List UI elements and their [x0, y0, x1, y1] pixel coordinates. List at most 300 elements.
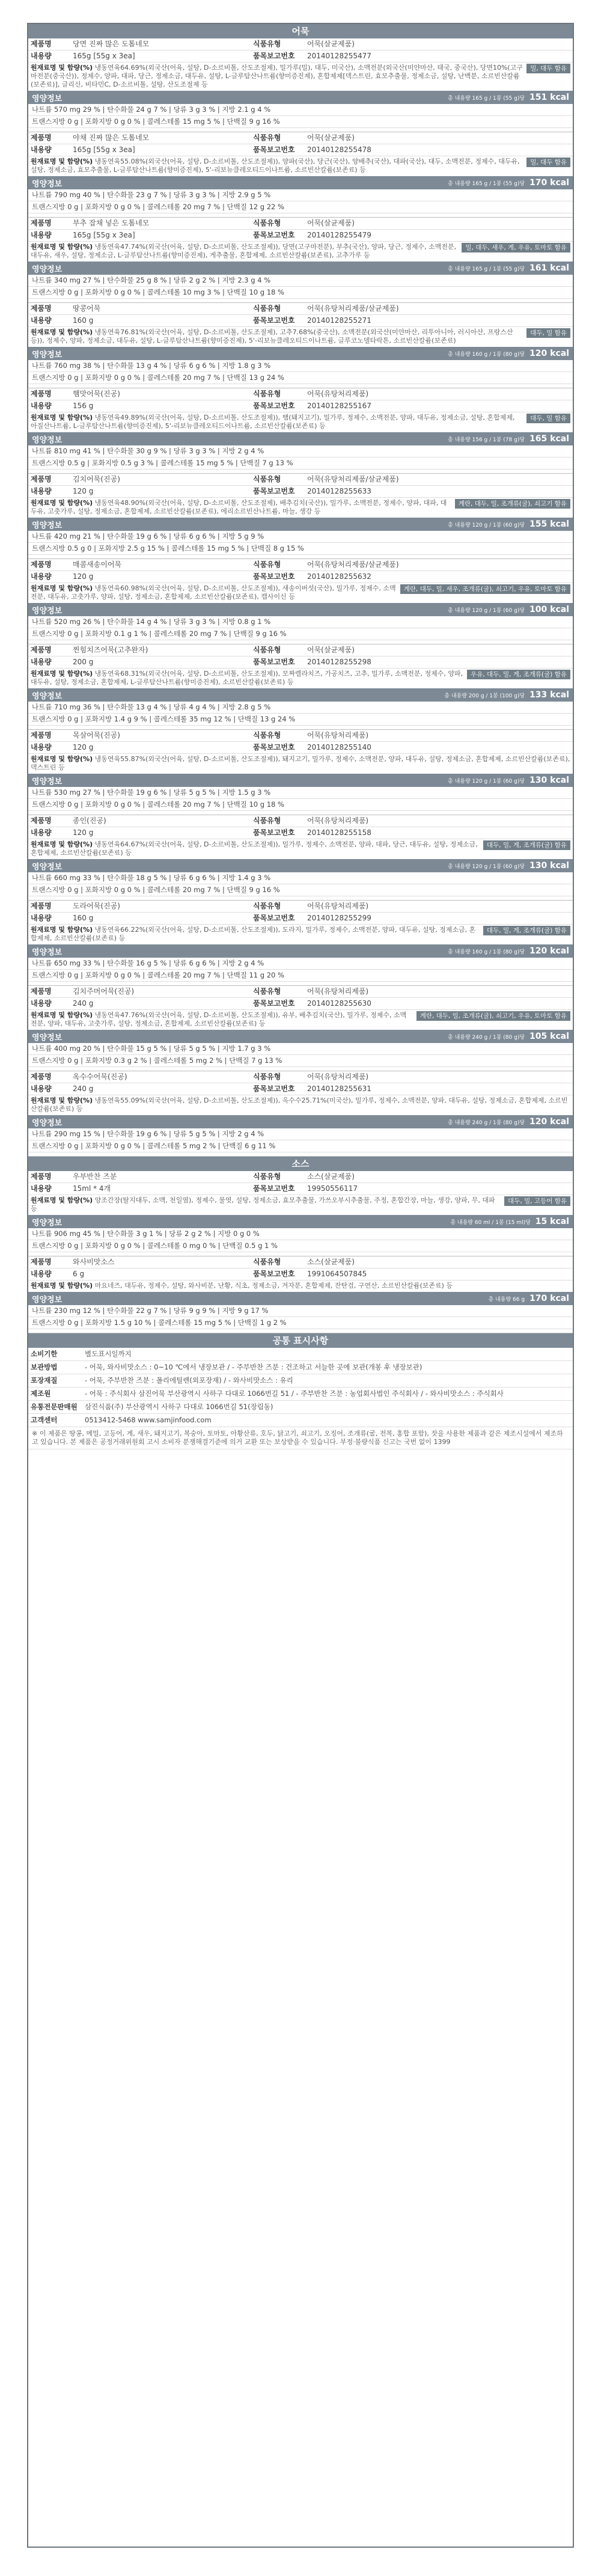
ingredients-heading: 원재료명 및 함량(%): [31, 499, 93, 507]
type-label: 식품유형: [253, 133, 281, 142]
nutrition-line-1: 나트륨 340 mg 27 % | 탄수화물 25 g 8 % | 당류 2 g 2 % | 지방 2.3 g 4 %: [28, 275, 573, 287]
product-block: [28, 218, 573, 303]
product-type: 어묵(유탕처리제품/살균제품): [307, 304, 399, 313]
allergy-badge: 대두, 밀, 게, 조개류(굴) 함유: [483, 840, 570, 850]
nutrition-line-2: 트랜스지방 0.5 g 0 | 포화지방 2.5 g 15 % | 콜레스테롤 15 mg 5 % | 단백질 8 g 15 %: [28, 543, 573, 555]
name-label: 제품명: [31, 475, 52, 483]
nutrition-title: 영양정보: [32, 350, 63, 359]
nutrition-line-2: 트랜스지방 0 g | 포화지방 0 g 0 % | 콜레스테롤 20 mg 7 % | 단백질 13 g 24 %: [28, 372, 573, 384]
nutrition-line-2: 트랜스지방 0 g | 포화지방 0.3 g 2 % | 콜레스테롤 5 mg 2 % | 단백질 7 g 13 %: [28, 1055, 573, 1067]
product-row-name: [28, 815, 573, 827]
type-label: 식품유형: [253, 731, 281, 739]
nutrition-line-2: 트랜스지방 0 g | 포화지방 0 g 0 % | 콜레스테롤 20 mg 7 % | 단백질 9 g 16 %: [28, 884, 573, 896]
name-label: 제품명: [31, 1172, 52, 1181]
report-number: 20140128255299: [307, 914, 371, 922]
allergy-badge: 계란, 대두, 밀, 새우, 조개류(굴), 쇠고기, 우유, 토마토 함유: [400, 584, 570, 594]
ingredients-text: [28, 925, 573, 944]
product-type: 어묵(유탕처리제품): [307, 987, 369, 996]
ingredients-list: 냉동연육64.67%(외국산(어육, 설탕, D-소르비톨, 산도조절제)), 밀가루, 정제수, 소맥전분, 양파, 대파, 당근, 대두유, 설탕, 정제소금, 혼합제제, 소르빈산칼륨(보존료) 등: [31, 840, 478, 857]
type-label: 식품유형: [253, 560, 281, 569]
report-label: 품목보고번호: [253, 572, 295, 581]
common-value: 0513412-5468 www.samjinfood.com: [85, 1416, 212, 1424]
product-amount: 120 g: [73, 743, 94, 751]
report-label: 품목보고번호: [253, 487, 295, 495]
product-type: 어묵(유탕처리제품): [307, 1072, 369, 1081]
report-label: 품목보고번호: [253, 658, 295, 666]
product-name: 부추 잡채 넣은 도톰네모: [73, 219, 150, 227]
type-label: 식품유형: [253, 646, 281, 654]
type-label: 식품유형: [253, 816, 281, 825]
common-value: - 어묵 : 주식회사 삼진어묵 부산광역시 사하구 다대로 1066번길 51 / - 주부반찬 즈분 : 농업회사법인 주식회사 / - 와사비맛소스 : 주식회사: [85, 1389, 504, 1398]
report-label: 품목보고번호: [253, 914, 295, 922]
ingredients-text: [28, 412, 573, 432]
report-label: 품목보고번호: [253, 145, 295, 154]
amount-label: 내용량: [31, 231, 52, 239]
amount-label: 내용량: [31, 402, 52, 410]
ingredients-heading: 원재료명 및 함량(%): [31, 670, 93, 678]
product-row-name: [28, 303, 573, 315]
product-row-amount: [28, 656, 573, 668]
allergy-badge: 대두, 밀, 고등어 함유: [504, 1196, 570, 1206]
ingredients-text: [28, 668, 573, 688]
common-row: [28, 1348, 573, 1361]
nutrition-line-1: 나트륨 530 mg 27 % | 탄수화물 19 g 6 % | 당류 5 g 5 % | 지방 1.5 g 3 %: [28, 787, 573, 799]
nutrition-line-2: 트랜스지방 0 g | 포화지방 0 g 0 % | 콜레스테롤 20 mg 7 % | 단백질 11 g 20 %: [28, 970, 573, 982]
nutrition-serving: 총 내용량 160 g / 1봉 (80 g)당: [448, 949, 525, 955]
ingredients-text: [28, 63, 573, 91]
product-amount: 240 g: [73, 999, 94, 1008]
report-label: 품목보고번호: [253, 402, 295, 410]
nutrition-kcal: 105 kcal: [529, 1032, 569, 1041]
report-number: 20140128255630: [307, 999, 371, 1008]
allergy-badge: 밀, 대두 함유: [526, 158, 570, 167]
product-amount: 6 g: [73, 1270, 85, 1278]
nutrition-header: [28, 603, 573, 616]
product-amount: 156 g: [73, 402, 94, 410]
common-row: [28, 1401, 573, 1414]
nutrition-line-1: 나트륨 230 mg 12 % | 탄수화물 22 g 7 % | 당류 9 g 9 % | 지방 9 g 17 %: [28, 1305, 573, 1317]
ingredients-text: [28, 156, 573, 176]
product-block: [28, 388, 573, 474]
nutrition-line-1: 나트륨 710 mg 36 % | 탄수화물 13 g 4 % | 당류 4 g 4 % | 지방 2.8 g 5 %: [28, 702, 573, 714]
product-block: [28, 559, 573, 644]
nutrition-kcal: 130 kcal: [529, 776, 569, 785]
product-block: [28, 901, 573, 986]
amount-label: 내용량: [31, 658, 52, 666]
common-row: [28, 1414, 573, 1427]
product-row-amount: [28, 913, 573, 925]
nutrition-title: 영양정보: [32, 691, 63, 701]
ingredients-text: [28, 1195, 573, 1215]
product-name: 목살어묵(진공): [73, 731, 120, 739]
ingredients-heading: 원재료명 및 함량(%): [31, 328, 93, 336]
nutrition-serving: 총 내용량 240 g / 1봉 (80 g)당: [448, 1119, 525, 1126]
name-label: 제품명: [31, 219, 52, 227]
product-amount: 165g [55g x 3ea]: [73, 52, 135, 60]
ingredients-list: 냉동연육68.31%(외국산(어육, 설탕, D-소르비톨, 산도조절제)), 모짜렐라치즈, 가공치즈, 고추, 밀가루, 소맥전분, 정제수, 양파, 대두유, 설탕, 정제소금, 혼합제제, L-글루탐산나트륨(향미증진제), 소르빈산칼륨(보존료) 등: [31, 670, 463, 686]
ingredients-heading: 원재료명 및 함량(%): [31, 755, 93, 763]
name-label: 제품명: [31, 1258, 52, 1266]
report-number: 1991064507845: [307, 1270, 367, 1278]
name-label: 제품명: [31, 987, 52, 996]
product-name: 옥수수어묵(진공): [73, 1072, 127, 1081]
amount-label: 내용량: [31, 999, 52, 1008]
spacer: [28, 555, 573, 558]
nutrition-line-2: 트랜스지방 0 g | 포화지방 1.5 g 10 % | 콜레스테롤 15 mg 5 % | 단백질 1 g 2 %: [28, 1317, 573, 1329]
product-block: [28, 986, 573, 1071]
name-label: 제품명: [31, 902, 52, 910]
ingredients-list: 냉동연육55.09%(외국산(어육, 설탕, D-소르비톨, 산도조절제)), 옥수수25.71%(미국산), 밀가루, 정제수, 소맥전분, 양파, 대두유, 설탕, 정제소금, 혼합제제, 소르빈산칼륨(보존료) 등: [31, 1097, 568, 1113]
product-name: 찐힘치즈어묵(고추완자): [73, 646, 148, 654]
product-type: 어묵(유탕처리제품/살균제품): [307, 560, 399, 569]
ingredients-text: [28, 242, 573, 262]
report-label: 품목보고번호: [253, 828, 295, 837]
report-number: 20140128255271: [307, 316, 371, 325]
nutrition-line-2: 트랜스지방 0.5 g | 포화지방 0.5 g 3 % | 콜레스테롤 15 mg 5 % | 단백질 7 g 13 %: [28, 457, 573, 470]
ingredients-list: 냉동연육47.76%(외국산(어육, 설탕, D-소르비톨, 산도조절제)), 유부, 배추김치(국산), 밀가루, 정제수, 소맥전분, 양파, 대두유, 고춧가루, 설탕, 정제소금, 혼합제제, 소르빈산칼륨(보존료) 등: [31, 1011, 407, 1027]
nutrition-header: [28, 91, 573, 104]
nutrition-header: [28, 859, 573, 872]
product-row-amount: [28, 50, 573, 63]
product-type: 어묵(살균제품): [307, 40, 355, 48]
type-label: 식품유형: [253, 475, 281, 483]
allergy-badge: 계란, 대두, 밀, 조개류(굴), 쇠고기 함유: [455, 499, 570, 509]
ingredients-list: 냉동연육76.81%(외국산(어육, 설탕, D-소르비톨, 산도조절제), 고추7.68%(중국산), 소맥전분(외국산(미얀마산, 리투아니아, 러시아산, 프랑스산 등)), 정제수, 양파, 정제소금, 대두유, 설탕, L-글루탐산나트륨(향미증진제), 5'-리보뉴클레오티드이나트륨, 글루코노델타락톤, 소르빈산칼륨(보존료): [31, 328, 513, 344]
product-block: [28, 730, 573, 815]
product-row-name: [28, 1171, 573, 1183]
product-block: [28, 38, 573, 132]
product-row-name: [28, 388, 573, 400]
nutrition-line-1: 나트륨 570 mg 29 % | 탄수화물 24 g 7 % | 당류 3 g 3 % | 지방 2.1 g 4 %: [28, 104, 573, 116]
name-label: 제품명: [31, 133, 52, 142]
section-title-common: 공통 표시사항: [28, 1333, 573, 1348]
product-row-amount: [28, 230, 573, 242]
nutrition-kcal: 120 kcal: [529, 946, 569, 956]
product-block: [28, 132, 573, 218]
nutrition-header: [28, 518, 573, 531]
nutrition-title: 영양정보: [32, 947, 63, 957]
product-amount: 120 g: [73, 487, 94, 495]
product-name: 김치어묵(진공): [73, 475, 120, 483]
report-label: 품목보고번호: [253, 1085, 295, 1093]
amount-label: 내용량: [31, 52, 52, 60]
nutrition-line-1: 나트륨 420 mg 21 % | 탄수화물 19 g 6 % | 당류 6 g 6 % | 지방 5 g 9 %: [28, 531, 573, 543]
common-label: 소비기한: [31, 1350, 58, 1358]
nutrition-title: 영양정보: [32, 862, 63, 872]
product-row-name: [28, 38, 573, 50]
product-block: [28, 1256, 573, 1333]
report-label: 품목보고번호: [253, 743, 295, 751]
report-label: 품목보고번호: [253, 999, 295, 1008]
nutrition-header: [28, 1115, 573, 1128]
type-label: 식품유형: [253, 390, 281, 398]
nutrition-kcal: 120 kcal: [529, 1117, 569, 1127]
report-number: 19950556117: [307, 1184, 358, 1193]
spacer: [28, 1067, 573, 1071]
nutrition-header: [28, 347, 573, 360]
report-label: 품목보고번호: [253, 1270, 295, 1278]
nutrition-title: 영양정보: [32, 1295, 63, 1305]
type-label: 식품유형: [253, 40, 281, 48]
spacer: [28, 1252, 573, 1256]
nutrition-title: 영양정보: [32, 1118, 63, 1128]
nutrition-serving: 총 내용량 165 g / 1봉 (55 g)당: [448, 266, 525, 272]
product-block: [28, 303, 573, 388]
product-row-amount: [28, 571, 573, 583]
product-amount: 15ml * 4개: [73, 1184, 111, 1193]
product-name: 도라어묵(진공): [73, 902, 120, 910]
product-type: 어묵(살균제품): [307, 219, 355, 227]
spacer: [28, 726, 573, 729]
product-block: [28, 1071, 573, 1157]
report-label: 품목보고번호: [253, 316, 295, 325]
product-amount: 200 g: [73, 658, 94, 666]
ingredients-heading: 원재료명 및 함량(%): [31, 64, 93, 72]
allergy-badge: 대두, 밀 함유: [526, 328, 570, 338]
type-label: 식품유형: [253, 219, 281, 227]
allergy-badge: 대두, 밀, 게, 조개류(굴) 함유: [483, 926, 570, 935]
common-label: 유통전문판매원: [31, 1403, 78, 1411]
nutrition-title: 영양정보: [32, 777, 63, 786]
ingredients-heading: 원재료명 및 함량(%): [31, 584, 93, 592]
product-amount: 160 g: [73, 914, 94, 922]
ingredients-list: 냉동연육55.87%(외국산(어육, 설탕, D-소르비톨, 산도조절제)), 돼지고기, 밀가루, 정제수, 소맥전분, 양파, 대두유, 설탕, 정제소금, 혼합제제, 소르빈산칼륨(보존료), 덱스트린 등: [31, 755, 570, 771]
allergy-badge: 대두, 밀 함유: [526, 414, 570, 423]
product-row-amount: [28, 1268, 573, 1280]
ingredients-text: [28, 1010, 573, 1030]
ingredients-heading: 원재료명 및 함량(%): [31, 1097, 93, 1104]
amount-label: 내용량: [31, 828, 52, 837]
common-value: 삼진식품(주) 부산광역시 사하구 다대로 1066번길 51(장림동): [85, 1403, 273, 1411]
ingredients-list: 냉동연육48.90%(외국산(어육, 설탕, D-소르비톨, 산도조절제), 배추김치(국산)), 밀가루, 소맥전분, 정제수, 양파, 대파, 대두유, 고춧가루, 설탕, 정제소금, 혼합제제, 소르빈산칼륨(보존료), 에리소르빈산나트륨, 마늘, 생강 등: [31, 499, 447, 515]
ingredients-heading: 원재료명 및 함량(%): [31, 1011, 93, 1019]
product-row-name: [28, 1256, 573, 1268]
product-type: 어묵(유탕처리제품): [307, 902, 369, 910]
product-row-amount: [28, 315, 573, 327]
nutrition-header: [28, 1030, 573, 1043]
ingredients-text: [28, 1280, 573, 1292]
ingredients-heading: 원재료명 및 함량(%): [31, 158, 93, 165]
nutrition-title: 영양정보: [32, 606, 63, 616]
ingredients-heading: 원재료명 및 함량(%): [31, 926, 93, 934]
ingredients-text: [28, 327, 573, 347]
nutrition-kcal: 130 kcal: [529, 861, 569, 870]
name-label: 제품명: [31, 1072, 52, 1081]
nutrition-serving: 총 내용량 165 g / 1봉 (55 g)당: [448, 95, 525, 102]
name-label: 제품명: [31, 646, 52, 654]
name-label: 제품명: [31, 731, 52, 739]
nutrition-line-1: 나트륨 660 mg 33 % | 탄수화물 18 g 5 % | 당류 6 g 6 % | 지방 1.4 g 3 %: [28, 872, 573, 884]
product-name: 당면 진짜 많은 도톰네모: [73, 40, 150, 48]
product-amount: 160 g: [73, 316, 94, 325]
product-block: [28, 644, 573, 730]
product-row-name: [28, 986, 573, 998]
report-number: 20140128255633: [307, 487, 371, 495]
section-title-sauce: 소스: [28, 1157, 573, 1171]
amount-label: 내용량: [31, 914, 52, 922]
nutrition-serving: 총 내용량 156 g / 1봉 (78 g)당: [448, 436, 525, 443]
spacer: [28, 299, 573, 302]
spacer: [28, 128, 573, 132]
type-label: 식품유형: [253, 987, 281, 996]
nutrition-serving: 총 내용량 165 g / 1봉 (55 g)당: [448, 180, 525, 187]
spacer: [28, 982, 573, 985]
common-info: [28, 1348, 573, 1427]
nutrition-serving: 총 내용량 60 ml / 1봉 (15 ml)당: [450, 1219, 531, 1226]
product-row-name: [28, 474, 573, 486]
product-type: 어묵(유탕처리제품): [307, 731, 369, 739]
nutrition-line-1: 나트륨 790 mg 40 % | 탄수화물 23 g 7 % | 당류 3 g 3 % | 지방 2.9 g 5 %: [28, 189, 573, 201]
type-label: 식품유형: [253, 902, 281, 910]
ingredients-heading: 원재료명 및 함량(%): [31, 1282, 93, 1290]
nutrition-kcal: 161 kcal: [529, 263, 569, 273]
nutrition-kcal: 133 kcal: [529, 690, 569, 700]
allergy-badge: 계란, 대두, 밀, 조개류(굴), 쇠고기, 우유, 토마토 함유: [416, 1011, 570, 1021]
nutrition-title: 영양정보: [32, 94, 63, 103]
product-type: 소스(살균제품): [307, 1172, 355, 1181]
amount-label: 내용량: [31, 1085, 52, 1093]
report-label: 품목보고번호: [253, 1184, 295, 1193]
report-number: 20140128255140: [307, 743, 371, 751]
ingredients-text: [28, 583, 573, 603]
nutrition-header: [28, 1215, 573, 1228]
type-label: 식품유형: [253, 1072, 281, 1081]
nutrition-serving: 총 내용량 160 g / 1봉 (80 g)당: [448, 351, 525, 358]
common-label: 고객센터: [31, 1416, 58, 1424]
ingredients-text: [28, 839, 573, 859]
ingredients-list: 냉동연육64.69%(외국산(어육, 설탕, D-소르비톨, 산도조절제), 밀가루(밀), 대두, 미국산), 소맥전분(외국산(미얀마산, 태국, 중국산), 당면10%(고구마전분(중국산)), 정제수, 양파, 대파, 당근, 정제소금, 대두유, 설탕, L-글루탐산나트륨(향미증진제), 혼합제제[덱스트린, 효모추출물, 정제소금, 설탕, 난백분, 소르빈산칼륨(보존료)], 글리신, 비타민C, D-소르비톨, 설탕, 산도조절제 등: [31, 64, 523, 88]
nutrition-header: [28, 1292, 573, 1305]
nutrition-line-2: 트랜스지방 0 g | 포화지방 0 g 0 % | 콜레스테롤 20 mg 7 % | 단백질 12 g 22 %: [28, 201, 573, 213]
product-name: 김치주머어묵(진공): [73, 987, 135, 996]
product-amount: 240 g: [73, 1085, 94, 1093]
product-block: [28, 815, 573, 901]
nutrition-title: 영양정보: [32, 265, 63, 274]
amount-label: 내용량: [31, 1184, 52, 1193]
common-label: 제조원: [31, 1389, 51, 1398]
nutrition-line-2: 트랜스지방 0 g | 포화지방 0 g 0 % | 콜레스테롤 10 mg 3 % | 단백질 10 g 18 %: [28, 287, 573, 299]
type-label: 식품유형: [253, 1172, 281, 1181]
product-name: 종인(진공): [73, 816, 106, 825]
nutrition-title: 영양정보: [32, 435, 63, 445]
ingredients-heading: 원재료명 및 함량(%): [31, 243, 93, 251]
nutrition-header: [28, 262, 573, 275]
product-amount: 165g [55g x 3ea]: [73, 231, 135, 239]
nutrition-kcal: 100 kcal: [529, 605, 569, 614]
allergy-badge: 밀, 대두, 새우, 게, 우유, 토마토 함유: [462, 243, 570, 252]
common-label: 보관방법: [31, 1363, 58, 1371]
product-row-amount: [28, 144, 573, 156]
nutrition-serving: 총 내용량 120 g / 1봉 (60 g)당: [448, 607, 525, 614]
common-value: - 어묵, 와사비맛소스 : 0~10 ℃에서 냉장보관 / - 주부반찬 즈분 : 건조하고 서늘한 곳에 보관(개봉 후 냉장보관): [85, 1363, 423, 1371]
nutrition-line-1: 나트륨 290 mg 15 % | 탄수화물 19 g 6 % | 당류 5 g 5 % | 지방 2 g 4 %: [28, 1128, 573, 1140]
nutrition-line-2: 트랜스지방 0 g | 포화지방 0 g 0 % | 콜레스테롤 0 mg 0 % | 단백질 0.5 g 1 %: [28, 1240, 573, 1252]
nutrition-kcal: 170 kcal: [529, 178, 569, 188]
nutrition-header: [28, 688, 573, 702]
product-name: 야채 진짜 많은 도톰네모: [73, 133, 150, 142]
nutrition-kcal: 165 kcal: [529, 434, 569, 444]
product-name: 와사비맛소스: [73, 1258, 115, 1266]
nutrition-title: 영양정보: [32, 1218, 63, 1228]
spacer: [28, 470, 573, 473]
common-row: [28, 1387, 573, 1401]
spacer: [28, 1152, 573, 1156]
product-type: 어묵(유탕처리제품/살균제품): [307, 475, 399, 483]
nutrition-line-1: 나트륨 760 mg 38 % | 탄수화물 13 g 4 % | 당류 6 g 6 % | 지방 1.8 g 3 %: [28, 360, 573, 372]
ingredients-text: [28, 754, 573, 774]
product-row-name: [28, 132, 573, 144]
report-number: 20140128255298: [307, 658, 371, 666]
spacer: [28, 213, 573, 217]
amount-label: 내용량: [31, 487, 52, 495]
spacer: [28, 1329, 573, 1333]
ingredients-list: 냉동연육47.74%(외국산(어육, 설탕, D-소르비톨, 산도조절제)), 당면(고구마전분), 부추(국산), 양파, 당근, 정제수, 소맥전분, 대두유, 새우, 설탕, 정제소금, L-글루탐산나트륨(향미증진제), 게추출물, 혼합제제, 소르빈산칼륨(보존료), 고추가루 등: [31, 243, 457, 259]
notice-text: ※ 이 제품은 땅콩, 메밀, 고등어, 게, 새우, 돼지고기, 복숭아, 토마토, 아황산류, 호두, 닭고기, 쇠고기, 오징어, 조개류(굴, 전복, 홍합 포함), 잣을 사용한 제품과 같은 제조시설에서 제조하고 있습니다. 본 제품은 공정거래위원회 고시 소비자 분쟁해결기준에 의거 교환 또는 보상받을 수 있습니다. 부정·불량식품 신고는 국번 없이 1399: [28, 1427, 573, 1449]
nutrition-serving: 총 내용량 120 g / 1봉 (60 g)당: [448, 778, 525, 785]
product-name: 땅콩어묵: [73, 304, 101, 313]
common-row: [28, 1361, 573, 1374]
nutrition-serving: 총 내용량 120 g / 1봉 (60 g)당: [448, 863, 525, 870]
name-label: 제품명: [31, 816, 52, 825]
product-type: 어묵(살균제품): [307, 133, 355, 142]
amount-label: 내용량: [31, 743, 52, 751]
report-number: 20140128255631: [307, 1085, 371, 1093]
nutrition-header: [28, 176, 573, 189]
type-label: 식품유형: [253, 304, 281, 313]
product-row-amount: [28, 998, 573, 1010]
nutrition-line-1: 나트륨 650 mg 33 % | 탄수화물 16 g 5 % | 당류 6 g 6 % | 지방 2 g 4 %: [28, 958, 573, 970]
product-row-name: [28, 644, 573, 656]
product-amount: 120 g: [73, 828, 94, 837]
product-type: 어묵(유탕처리제품): [307, 816, 369, 825]
product-type: 소스(살균제품): [307, 1258, 355, 1266]
ingredients-list: 냉동연육60.98%(외국산(어육, 설탕, D-소르비톨, 산도조절제)), 새송이버섯(국산), 밀가루, 정제수, 소맥전분, 대두유, 고춧가루, 양파, 설탕, 정제소금, 혼합제제, 소르빈산칼륨(보존료), 캡사이신 등: [31, 584, 396, 601]
nutrition-serving: 총 내용량 240 g / 1봉 (80 g)당: [448, 1034, 525, 1041]
nutrition-title: 영양정보: [32, 179, 63, 189]
report-number: 20140128255158: [307, 828, 371, 837]
amount-label: 내용량: [31, 145, 52, 154]
nutrition-serving: 총 내용량 120 g / 1봉 (60 g)당: [448, 522, 525, 528]
nutrition-line-1: 나트륨 906 mg 45 % | 탄수화물 3 g 1 % | 당류 2 g 2 % | 지방 0 g 0 %: [28, 1228, 573, 1240]
ingredients-heading: 원재료명 및 함량(%): [31, 414, 93, 421]
spacer: [28, 896, 573, 900]
ingredients-list: 양조간장(탈지대두, 소맥, 천일염), 정제수, 물엿, 설탕, 정제소금, 효모추출물, 가쓰오부시추출물, 주정, 혼합간장, 마늘, 생강, 양파, 무, 대파 등: [31, 1196, 495, 1213]
section-title-fishcake: 어묵: [28, 24, 573, 38]
type-label: 식품유형: [253, 1258, 281, 1266]
spacer: [28, 640, 573, 644]
product-type: 어묵(살균제품): [307, 646, 355, 654]
report-number: 20140128255479: [307, 231, 371, 239]
amount-label: 내용량: [31, 1270, 52, 1278]
product-row-amount: [28, 1083, 573, 1095]
nutrition-line-2: 트랜스지방 0 g | 포화지방 0 g 0 % | 콜레스테롤 20 mg 7 % | 단백질 10 g 18 %: [28, 799, 573, 811]
nutrition-line-1: 나트륨 400 mg 20 % | 탄수화물 15 g 5 % | 당류 5 g 5 % | 지방 1.7 g 3 %: [28, 1043, 573, 1055]
nutrition-serving: 총 내용량 200 g / 1봉 (100 g)당: [444, 693, 525, 699]
amount-label: 내용량: [31, 572, 52, 581]
product-row-name: [28, 218, 573, 230]
ingredients-heading: 원재료명 및 함량(%): [31, 840, 93, 848]
report-label: 품목보고번호: [253, 52, 295, 60]
product-row-amount: [28, 742, 573, 754]
name-label: 제품명: [31, 560, 52, 569]
product-row-name: [28, 730, 573, 742]
spacer: [28, 811, 573, 815]
allergy-badge: 밀, 대두 함유: [526, 64, 570, 73]
product-name: 우부반찬 즈분: [73, 1172, 117, 1181]
nutrition-line-2: 트랜스지방 0 g | 포화지방 0 g 0 % | 콜레스테롤 15 mg 5 % | 단백질 9 g 16 %: [28, 116, 573, 128]
product-amount: 165g [55g x 3ea]: [73, 145, 135, 154]
name-label: 제품명: [31, 304, 52, 313]
